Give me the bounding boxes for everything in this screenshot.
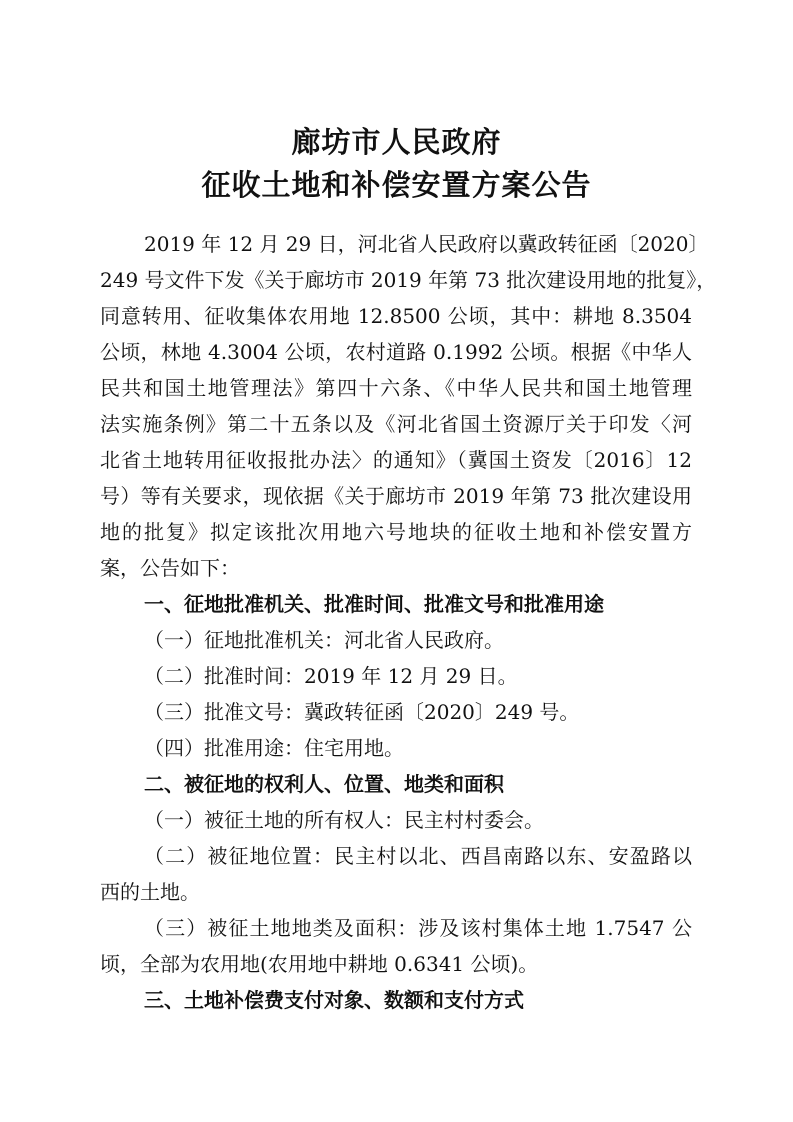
document-title-line2: 征收土地和补偿安置方案公告 [201, 168, 592, 202]
intro-line: 号）等有关要求，现依据《关于廊坊市 2019 年第 73 批次建设用 [100, 484, 692, 508]
intro-line: 249 号文件下发《关于廊坊市 2019 年第 73 批次建设用地的批复》， [100, 268, 717, 292]
section2-heading: 二、被征地的权利人、位置、地类和面积 [144, 772, 504, 796]
intro-line: 案，公告如下： [100, 556, 240, 580]
section2-item: （一）被征土地的所有权人：民主村村委会。 [144, 808, 544, 832]
section1-heading: 一、征地批准机关、批准时间、批准文号和批准用途 [144, 592, 604, 616]
section2-item-continuation: 西的土地。 [100, 880, 200, 904]
intro-line: 公顷，林地 4.3004 公顷，农村道路 0.1992 公顷。根据《中华人 [100, 340, 692, 364]
document-title-line1: 廊坊市人民政府 [291, 125, 502, 159]
section2-item: （三）被征土地地类及面积：涉及该村集体土地 1.7547 公 [144, 916, 692, 940]
section1-item: （三）批准文号：冀政转征函〔2020〕249 号。 [144, 700, 580, 724]
section1-item: （一）征地批准机关：河北省人民政府。 [144, 628, 504, 652]
section1-item: （四）批准用途：住宅用地。 [144, 736, 404, 760]
intro-line: 地的批复》拟定该批次用地六号地块的征收土地和补偿安置方 [100, 520, 692, 544]
intro-line: 北省土地转用征收报批办法〉的通知》（冀国土资发〔2016〕12 [100, 448, 692, 472]
intro-line: 法实施条例》第二十五条以及《河北省国土资源厅关于印发〈河 [100, 412, 692, 436]
section3-heading: 三、土地补偿费支付对象、数额和支付方式 [144, 988, 524, 1012]
section1-item: （二）批准时间：2019 年 12 月 29 日。 [144, 664, 518, 688]
section2-item-continuation: 顷，全部为农用地(农用地中耕地 0.6341 公顷)。 [100, 952, 539, 976]
intro-line: 2019 年 12 月 29 日，河北省人民政府以冀政转征函〔2020〕 [144, 232, 709, 256]
intro-line: 民共和国土地管理法》第四十六条、《中华人民共和国土地管理 [100, 376, 692, 400]
section2-item: （二）被征地位置：民主村以北、西昌南路以东、安盈路以 [144, 844, 692, 868]
intro-line: 同意转用、征收集体农用地 12.8500 公顷，其中：耕地 8.3504 [100, 304, 692, 328]
